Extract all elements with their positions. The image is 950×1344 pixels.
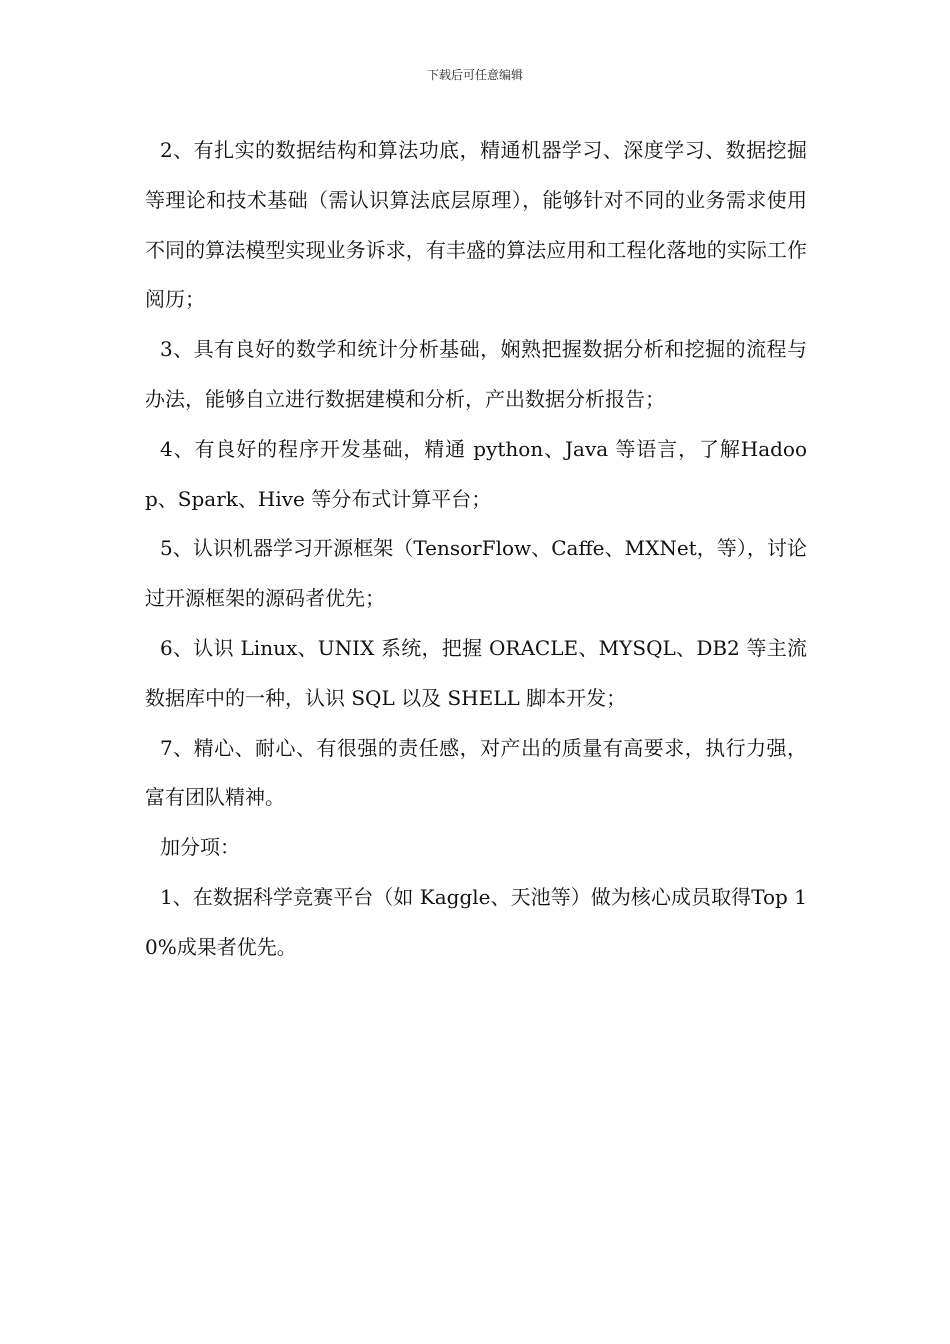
document-body (145, 126, 807, 973)
requirement-6: 6、认识 Linux、UNIX 系统，把握 ORACLE、MYSQL、DB2 等主流数据库中的一种，认识 SQL 以及 SHELL 脚本开发； (145, 635, 807, 710)
requirement-4: 4、有良好的程序开发基础，精通 python、Java 等语言，了解Hadoop、Spark、Hive 等分布式计算平台； (145, 436, 807, 511)
requirement-5: 5、认识机器学习开源框架（TensorFlow、Caffe、MXNet，等），讨论过开源框架的源码者优先； (145, 536, 807, 611)
bonus-heading: 加分项： (160, 835, 240, 860)
requirement-2: 2、有扎实的数据结构和算法功底，精通机器学习、深度学习、数据挖掘等理论和技术基础（需认识算法底层原理），能够针对不同的业务需求使用不同的算法模型实现业务诉求，有丰盛的算法应用和工程化落地的实际工作阅历； (145, 138, 807, 312)
bonus-item-1: 1、在数据科学竞赛平台（如 Kaggle、天池等）做为核心成员取得Top 10%成果者优先。 (145, 884, 807, 959)
requirement-7: 7、精心、耐心、有很强的责任感，对产出的质量有高要求，执行力强，富有团队精神。 (145, 735, 807, 810)
page-header: 下载后可任意编辑 (426, 68, 523, 82)
requirement-3: 3、具有良好的数学和统计分析基础，娴熟把握数据分析和挖掘的流程与办法，能够自立进行数据建模和分析，产出数据分析报告； (145, 337, 807, 411)
